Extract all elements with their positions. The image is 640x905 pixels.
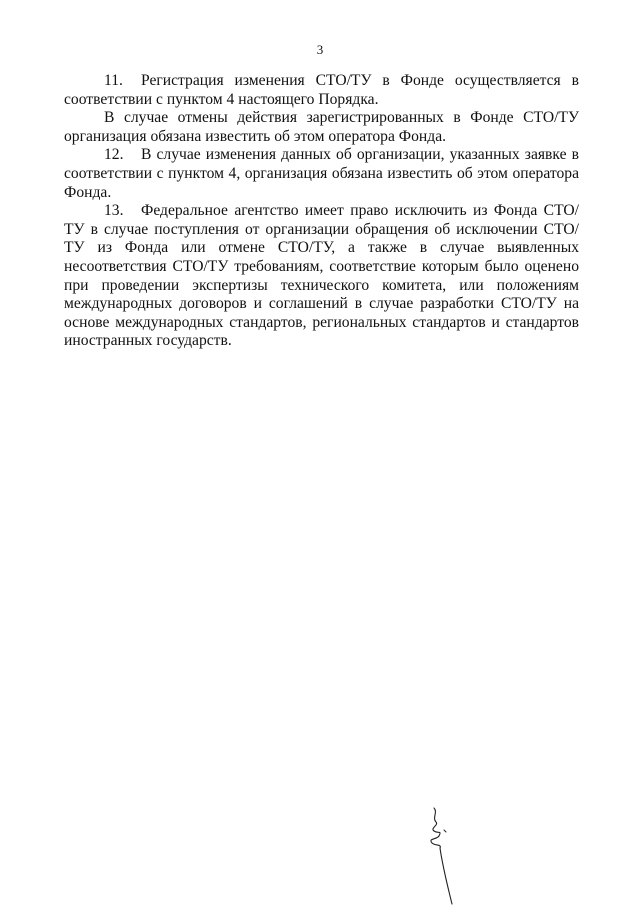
paragraph-12 [64,146,579,202]
paragraph-text: В случае отмены действия зарегистрированных в Фонде СТО/ТУ организация обязана известить об этом оператора Фонда. [64,109,579,145]
paragraph-number: 11. [104,72,123,89]
paragraph-11 [64,72,579,109]
paragraph-number: 12. [104,146,124,164]
paragraph-11-continued [64,109,579,146]
paragraph-number: 13. [104,202,124,220]
page-number: 3 [316,42,324,57]
paragraph-13 [64,202,579,351]
paragraph-text: Регистрация изменения СТО/ТУ в Фонде осуществляется в соответствии с пунктом 4 настоящего Порядка. [64,72,579,108]
handwritten-signature [412,800,472,905]
paragraph-text: Федеральное агентство имеет право исключить из Фонда СТО/ТУ в случае поступления от организации обращения об исключении СТО/ТУ из Фонда или отмене СТО/ТУ, а также в случае выявленных несоответствия СТО/ТУ требованиям, соответствие которым было оценено при проведении экспертизы технического комитета, или положениям международных договоров и соглашений в случае разработки СТО/ТУ на основе международных стандартов, региональных стандартов и стандартов иностранных государств. [64,202,579,350]
document-body [64,72,579,351]
paragraph-text: В случае изменения данных об организации, указанных заявке в соответствии с пунктом 4, организация обязана известить об этом оператора Фонда. [64,146,579,201]
